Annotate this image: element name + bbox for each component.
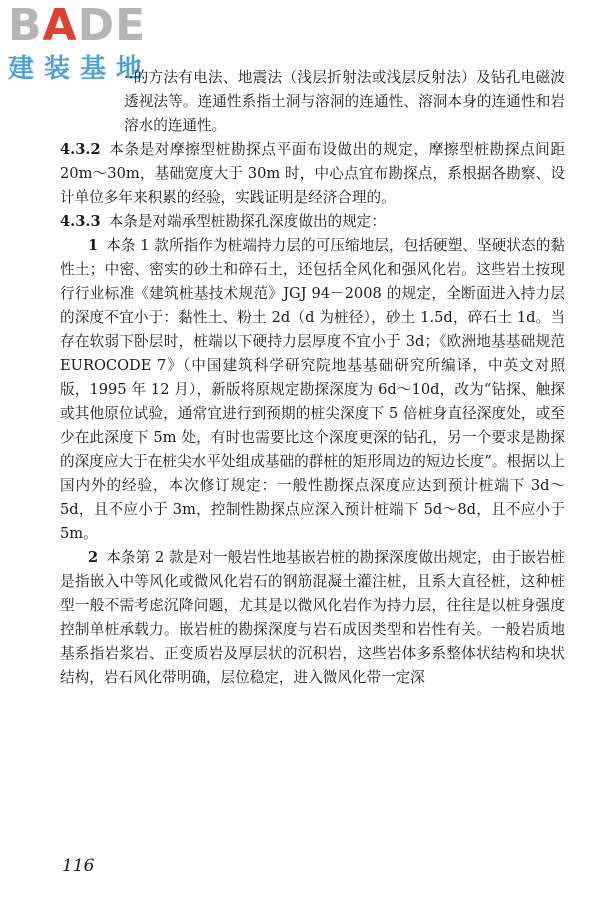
section-text: 本条是对摩擦型桩勘探点平面布设做出的规定，摩擦型桩勘探点间距 20m～30m，基础宽度大于 30m 时，中心点宜布勘探点，系根据各勘察、设计单位多年来积累的经验，实践证明是经济合理的。	[60, 141, 565, 206]
page-number: 116	[62, 856, 95, 876]
item-text: 本条 1 款所指作为桩端持力层的可压缩地层，包括硬塑、坚硬状态的黏性土；中密、密实的砂土和碎石土，还包括全风化和强风化岩。这些岩土按现行行业标准《建筑桩基技术规范》JGJ 94－2008 的规定，全断面进入持力层的深度不宜小于：黏性土、粉土 2d（d 为桩径），砂土 1.5d，碎石土 1d。当存在软弱下卧层时，桩端以下硬持力层厚度不宜小于 3d；《欧洲地基基础规范 EUROCODE 7》（中国建筑科学研究院地基基础研究所编译，中英文对照版，1995 年 12 月），新版将原规定勘探深度为 6d～10d，改为“钻探、触探或其他原位试验，通常宜进行到预期的桩尖深度下 5 倍桩身直径深度处，或至少在此深度下 5m 处，有时也需要比这个深度更深的钻孔，另一个要求是勘探的深度应大于在桩尖水平处组成基础的群桩的矩形周边的短边长度”。根据以上国内外的经验，本次修订规定：一般性勘探点深度应达到预计桩端下 3d～5d，且不应小于 3m，控制性勘探点应深入预计桩端下 5d～8d，且不应小于 5m。	[60, 237, 565, 542]
section-number: 4.3.2	[60, 141, 101, 158]
item-text: 本条第 2 款是对一般岩性地基嵌岩桩的勘探深度做出规定，由于嵌岩桩是指嵌入中等风化或微风化岩石的钢筋混凝土灌注桩，且系大直径桩，这种桩型一般不需考虑沉降问题，尤其是以微风化岩作为持力层，往往是以桩身强度控制单桩承载力。嵌岩桩的勘探深度与岩石成因类型和岩性有关。一般岩质地基系指岩浆岩、正变质岩及厚层状的沉积岩，这些岩体多系整体状结构和块状结构，岩石风化带明确，层位稳定，进入微风化带一定深	[60, 549, 565, 686]
section-4-3-3	[60, 210, 565, 234]
body-text	[60, 66, 565, 690]
item-2	[60, 546, 565, 690]
item-number: 1	[88, 237, 99, 254]
paragraph-continued: ··的方法有电法、地震法（浅层折射法或浅层反射法）及钻孔电磁波透视法等。连通性系指土洞与溶洞的连通性、溶洞本身的连通性和岩溶水的连通性。	[124, 69, 565, 134]
watermark-logo-text: BADE	[8, 0, 147, 51]
item-1	[60, 234, 565, 546]
item-number: 2	[88, 549, 99, 566]
section-text: 本条是对端承型桩勘探孔深度做出的规定：	[108, 213, 386, 230]
section-4-3-2	[60, 138, 565, 210]
section-number: 4.3.3	[60, 213, 101, 230]
watermark-sub-text: 建装基地	[8, 54, 153, 84]
